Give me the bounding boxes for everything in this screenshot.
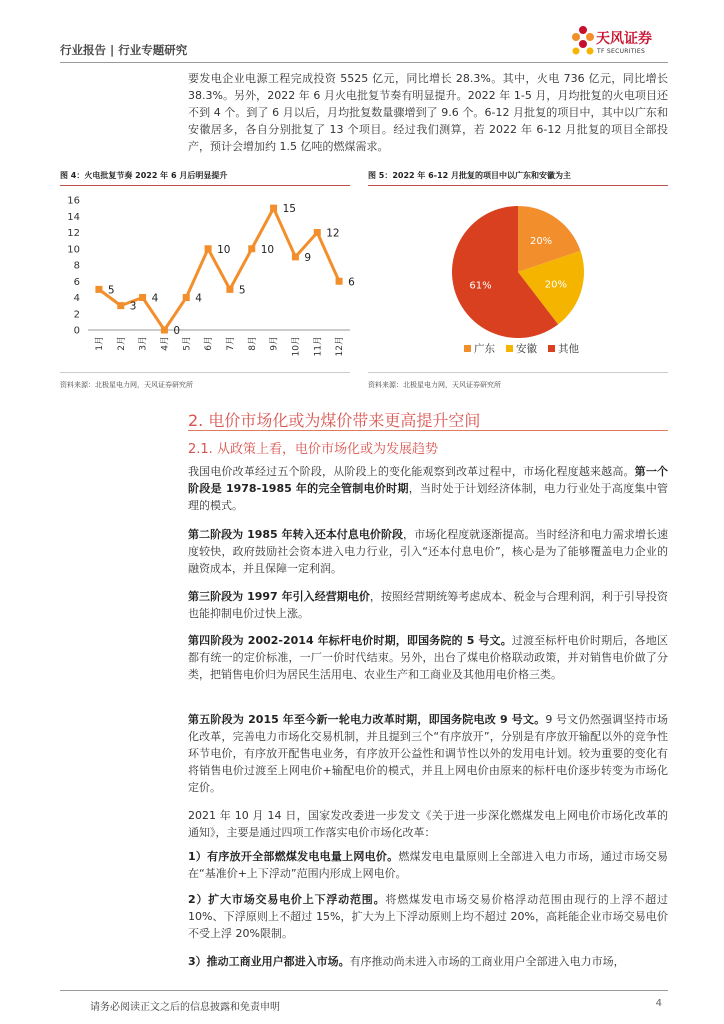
x-tick-label: 12月: [335, 336, 346, 357]
data-label: 4: [195, 292, 202, 305]
logo-sub: TF SECURITIES: [597, 48, 646, 55]
data-point: [95, 286, 102, 293]
legend-label: 其他: [558, 343, 579, 355]
figure5-rule: [368, 185, 668, 186]
intro-paragraph: 要发电企业电源工程完成投资 5525 亿元，同比增长 28.3%。其中，火电 736 亿元，同比增长 38.3%。另外，2022 年 6 月火电批复节奏有明显提升。2022 年 1-5 月，月均批复的火电项目还不到 4 个。到了 6 月以后，月均批复数量骤增到了 9.6 个。6-12 月批复的项目中，其中以广东和安徽居多，各自分别批复了 13 个项目。经过我们测算，若 2022 年 6-12 月批复的项目全部投产，预计会增加约 1.5 亿吨的燃煤需求。: [188, 72, 668, 153]
body-paragraph: 我国电价改革经过五个阶段，从阶段上的变化能观察到改革过程中，市场化程度越来越高。第一个阶段是 1978-1985 年的完全管制电价时期，当时处于计划经济体制，电力行业处于高度集中管理的模式。: [188, 465, 669, 512]
footer-divider: [60, 990, 668, 991]
figure4-title: 图 4：火电批复节奏 2022 年 6 月后明显提升: [60, 171, 228, 180]
data-point: [336, 278, 343, 285]
slice-label: 20%: [544, 279, 568, 291]
y-tick-label: 2: [73, 309, 80, 321]
figure5-title: 图 5：2022 年 6-12 月批复的项目中以广东和安徽为主: [368, 171, 571, 180]
data-point: [292, 253, 299, 260]
x-tick-label: 1月: [94, 336, 105, 351]
body-paragraph: 第五阶段为 2015 年至今新一轮电力改革时期，即国务院电改 9 号文。9 号文仍然强调坚持市场化改革，完善电力市场化交易机制，并且提到三个“有序放开”，分别是有序放开输配以外的竞争性环节电价，有序放开配售电业务，有序放开公益性和调节性以外的发用电计划。较为重要的变化有将销售电价过渡至上网电价+输配电价的模式，并且上网电价由原来的标杆电价逐步转变为市场化定价。: [188, 713, 668, 794]
bold-lead: 第三阶段为 1997 年引入经营期电价: [188, 590, 370, 603]
subsection-title: 2.1. 从政策上看，电价市场化或为发展趋势: [188, 442, 438, 457]
tf-logo-icon: [570, 24, 596, 58]
data-label: 10: [217, 243, 231, 256]
data-point: [117, 302, 124, 309]
figure5-bottom-rule: [368, 372, 668, 373]
figure5-source: 资料来源：北极星电力网，天风证券研究所: [368, 381, 501, 389]
logo-name: 天风证券: [596, 31, 652, 47]
figure4-bottom-rule: [60, 372, 350, 373]
y-tick-label: 16: [67, 195, 80, 207]
body-paragraph: 第二阶段为 1985 年转入还本付息电价阶段，市场化程度就逐渐提高。当时经济和电力需求增长速度较快，政府鼓励社会资本进入电力行业，引入“还本付息电价”，核心是为了能够覆盖电力企业的融资成本，并且保障一定利润。: [188, 528, 668, 575]
data-point: [161, 327, 168, 334]
body-paragraph: 1）有序放开全部燃煤发电电量上网电价。燃煤发电电量原则上全部进入电力市场，通过市场交易在“基准价+上下浮动”范围内形成上网电价。: [188, 850, 669, 880]
data-point: [205, 245, 212, 252]
figure4-source: 资料来源：北极星电力网，天风证券研究所: [60, 381, 193, 389]
report-category: 行业报告 | 行业专题研究: [60, 43, 188, 57]
data-label: 6: [348, 276, 355, 289]
legend-swatch: [548, 345, 555, 352]
slice-label: 20%: [529, 235, 553, 247]
slice-label: 61%: [469, 280, 492, 292]
data-point: [314, 229, 321, 236]
data-point: [139, 294, 146, 301]
x-tick-label: 5月: [182, 336, 193, 351]
y-tick-label: 0: [73, 325, 80, 337]
body-paragraph: 3）推动工商业用户都进入市场。有序推动尚未进入市场的工商业用户全部进入电力市场，: [188, 955, 625, 968]
body-paragraph: 第三阶段为 1997 年引入经营期电价，按照经营期统筹考虑成本、税金与合理利润，利于引导投资也能抑制电价过快上涨。: [188, 590, 668, 620]
data-label: 0: [173, 325, 181, 337]
figure4-line-chart: [60, 190, 360, 370]
y-tick-label: 6: [73, 276, 80, 288]
body-paragraph: 第四阶段为 2002-2014 年标杆电价时期，即国务院的 5 号文。过渡至标杆电价时期后，各地区都有统一的定价标准，一厂一价时代结束。另外，出台了煤电价格联动政策，并对销售电价做了分类，把销售电价归为居民生活用电、农业生产和工商业及其他用电价格三类。: [188, 634, 668, 681]
x-tick-label: 2月: [116, 336, 127, 351]
footer-disclaimer: 请务必阅读正文之后的信息披露和免责申明: [90, 1002, 280, 1013]
legend-swatch: [464, 345, 471, 352]
bold-lead: 3）推动工商业用户都进入市场。: [188, 955, 350, 968]
data-label: 10: [260, 243, 275, 256]
data-point: [248, 245, 255, 252]
bold-lead: 第四阶段为 2002-2014 年标杆电价时期，即国务院的 5 号文。: [188, 634, 512, 647]
x-tick-label: 6月: [204, 336, 215, 351]
x-tick-label: 8月: [247, 336, 258, 351]
data-point: [226, 286, 233, 293]
data-label: 5: [238, 284, 246, 297]
data-point: [183, 294, 190, 301]
y-tick-label: 14: [67, 211, 80, 223]
bold-lead: 第五阶段为 2015 年至今新一轮电力改革时期，即国务院电改 9 号文。: [188, 713, 546, 726]
y-tick-label: 8: [73, 260, 80, 272]
x-tick-label: 10月: [291, 336, 302, 357]
bold-lead: 第一个阶段是 1978-1985 年的完全管制电价时期: [188, 465, 669, 495]
legend-label: 安徽: [516, 343, 537, 355]
legend-label: 广东: [474, 343, 495, 355]
body-paragraph: 2021 年 10 月 14 日，国家发改委进一步发文《关于进一步深化燃煤发电上网电价市场化改革的通知》，主要是通过四项工作落实电价市场化改革：: [188, 809, 668, 839]
data-label: 15: [282, 203, 296, 216]
data-label: 5: [107, 284, 115, 297]
data-point: [270, 205, 277, 212]
section-title: 2. 电价市场化或为煤价带来更高提升空间: [188, 411, 481, 430]
x-tick-label: 3月: [138, 336, 149, 351]
legend-swatch: [506, 345, 513, 352]
x-tick-label: 11月: [313, 336, 324, 357]
body-paragraph: 2）扩大市场交易电价上下浮动范围。将燃煤发电市场交易价格浮动范围由现行的上浮不超过 10%、下浮原则上不超过 15%，扩大为上下浮动原则上均不超过 20%，高耗能企业市场交易电价不受上浮 20%限制。: [188, 893, 669, 940]
x-tick-label: 9月: [269, 336, 280, 351]
page-number: 4: [655, 998, 662, 1009]
y-tick-label: 10: [67, 244, 80, 256]
company-logo: [570, 24, 674, 62]
bold-lead: 1）有序放开全部燃煤发电电量上网电价。: [188, 850, 399, 863]
data-label: 3: [129, 300, 137, 313]
section-rule: [188, 430, 668, 431]
bold-lead: 第二阶段为 1985 年转入还本付息电价阶段: [188, 528, 404, 541]
y-tick-label: 4: [73, 293, 80, 304]
data-label: 12: [326, 227, 340, 240]
y-tick-label: 12: [67, 228, 80, 239]
bold-lead: 2）扩大市场交易电价上下浮动范围。: [188, 893, 386, 906]
figure5-pie-chart: [368, 190, 668, 370]
header-divider: [60, 62, 668, 63]
data-label: 9: [304, 251, 312, 264]
x-tick-label: 7月: [225, 336, 236, 351]
x-tick-label: 4月: [160, 336, 171, 351]
data-label: 4: [151, 292, 159, 305]
figure4-rule: [60, 185, 350, 186]
